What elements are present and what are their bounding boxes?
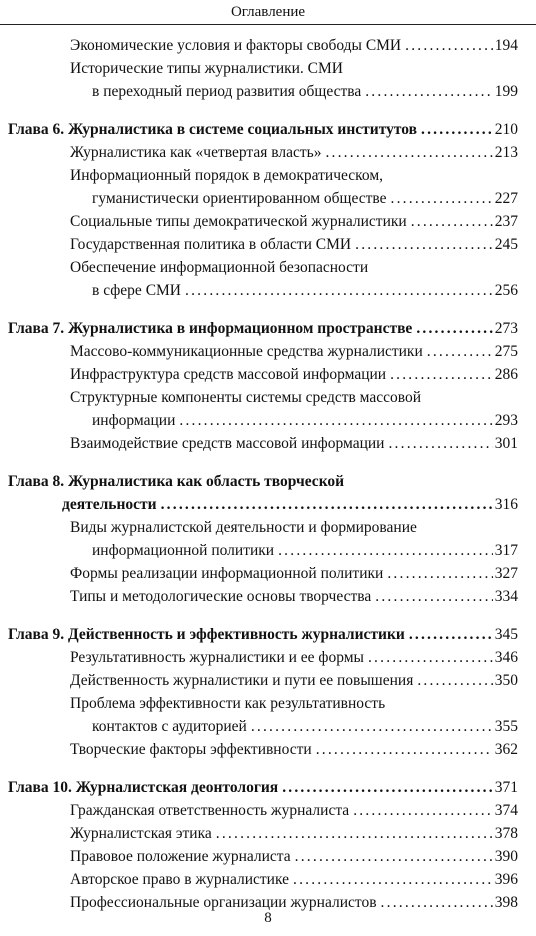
toc-section-entry[interactable]: [0, 210, 536, 233]
toc-entry-leader-line: [70, 868, 518, 891]
chapter-gap: [0, 302, 536, 317]
toc-page-number: 273: [494, 320, 518, 337]
toc-section-entry[interactable]: [0, 562, 536, 585]
dot-leader: [416, 317, 492, 340]
toc-entry-title: Государственная политика в области СМИ: [70, 236, 352, 253]
toc-entry-title: информации: [92, 412, 176, 429]
toc-entry-leader-line: [70, 738, 518, 761]
dot-leader: [161, 493, 493, 516]
dot-leader: [390, 363, 493, 386]
toc-section-entry[interactable]: [0, 845, 536, 868]
toc-section-entry[interactable]: [0, 516, 536, 562]
dot-leader: [375, 585, 492, 608]
toc-entry-title: Глава 9. Действенность и эффективность журналистики: [8, 626, 405, 643]
toc-chapter-entry[interactable]: [0, 118, 536, 141]
toc-page-number: 286: [494, 366, 518, 383]
toc-entry-leader-line: [70, 822, 518, 845]
toc-entry-leader-line: [70, 187, 518, 210]
toc-entry-title: Профессиональные организации журналистов: [70, 894, 377, 911]
toc-entry-text-line: Исторические типы журналистики. СМИ: [70, 60, 343, 77]
header-rule: [0, 24, 536, 25]
toc-section-entry[interactable]: [0, 585, 536, 608]
dot-leader: [417, 669, 492, 692]
toc-page-number: 327: [494, 565, 518, 582]
toc-chapter-entry[interactable]: [0, 776, 536, 799]
toc-section-entry[interactable]: [0, 799, 536, 822]
toc-section-entry[interactable]: [0, 256, 536, 302]
toc-chapter-entry[interactable]: [0, 317, 536, 340]
toc-entry-title: контактов с аудиторией: [92, 718, 247, 735]
page-number: 8: [264, 910, 272, 926]
toc-section-entry[interactable]: [0, 822, 536, 845]
dot-leader: [282, 776, 493, 799]
dot-leader: [353, 799, 493, 822]
toc-entry-leader-line: [70, 585, 518, 608]
toc-section-entry[interactable]: [0, 164, 536, 210]
dot-leader: [365, 80, 493, 103]
toc-entry-text-line: Структурные компоненты системы средств массовой: [70, 389, 422, 406]
toc-section-entry[interactable]: [0, 738, 536, 761]
toc-entry-title: Экономические условия и факторы свободы СМИ: [70, 37, 402, 54]
toc-page-number: 374: [494, 802, 518, 819]
dot-leader: [179, 409, 492, 432]
toc-entry-title: Результативность журналистики и ее формы: [70, 649, 364, 666]
toc-page-number: 350: [494, 672, 518, 689]
toc-page-number: 355: [494, 718, 518, 735]
toc-page-number: 293: [494, 412, 518, 429]
toc-entry-leader-line: [70, 233, 518, 256]
toc-page-number: 378: [494, 825, 518, 842]
chapter-gap: [0, 103, 536, 118]
toc-entry-leader-line: [8, 623, 518, 646]
dot-leader: [355, 233, 493, 256]
toc-entry-leader-line: [70, 279, 518, 302]
dot-leader: [293, 868, 493, 891]
toc-entry-title: Действенность журналистики и пути ее повышения: [70, 672, 414, 689]
dot-leader: [185, 279, 493, 302]
toc-page-number: 245: [494, 236, 518, 253]
toc-section-entry[interactable]: [0, 692, 536, 738]
toc-entry-leader-line: [70, 539, 518, 562]
toc-section-entry[interactable]: [0, 646, 536, 669]
toc-entry-leader-line: [70, 646, 518, 669]
toc-section-entry[interactable]: [0, 57, 536, 103]
toc-entry-title: Журналистская этика: [70, 825, 212, 842]
toc-entry-title: Социальные типы демократической журналистики: [70, 213, 407, 230]
dot-leader: [295, 845, 493, 868]
toc-page-number: 371: [494, 779, 518, 796]
chapter-gap: [0, 761, 536, 776]
table-of-contents: [0, 34, 536, 914]
toc-entry-leader-line: [70, 210, 518, 233]
toc-section-entry[interactable]: [0, 34, 536, 57]
dot-leader: [278, 539, 493, 562]
chapter-gap: [0, 455, 536, 470]
toc-page-number: 199: [494, 83, 518, 100]
toc-entry-title: информационной политики: [92, 542, 275, 559]
toc-entry-title: Журналистика как «четвертая власть»: [70, 144, 322, 161]
toc-entry-title: Типы и методологические основы творчества: [70, 588, 372, 605]
toc-page-number: 398: [494, 894, 518, 911]
toc-page-number: 396: [494, 871, 518, 888]
toc-entry-title: деятельности: [62, 496, 157, 513]
toc-entry-leader-line: [70, 669, 518, 692]
toc-section-entry[interactable]: [0, 363, 536, 386]
toc-entry-leader-line: [8, 776, 518, 799]
toc-section-entry[interactable]: [0, 868, 536, 891]
toc-section-entry[interactable]: [0, 141, 536, 164]
toc-entry-leader-line: [70, 715, 518, 738]
toc-entry-leader-line: [70, 409, 518, 432]
dot-leader: [216, 822, 493, 845]
toc-entry-text-line: Информационный порядок в демократическом,: [70, 167, 384, 184]
toc-page-number: 194: [494, 37, 518, 54]
dot-leader: [388, 432, 492, 455]
toc-entry-leader-line: [70, 363, 518, 386]
toc-entry-leader-line: [8, 317, 518, 340]
toc-page-number: 316: [494, 496, 518, 513]
toc-entry-title: Глава 10. Журналистская деонтология: [8, 779, 279, 796]
toc-page-number: 256: [494, 282, 518, 299]
toc-entry-text-line: Виды журналистской деятельности и формирование: [70, 519, 417, 536]
dot-leader: [325, 141, 492, 164]
running-header: Оглавление: [230, 4, 306, 20]
toc-entry-title: Глава 6. Журналистика в системе социальных институтов: [8, 121, 418, 138]
toc-entry-title: Инфраструктура средств массовой информации: [70, 366, 387, 383]
dot-leader: [391, 187, 493, 210]
dot-leader: [405, 34, 493, 57]
toc-section-entry[interactable]: [0, 233, 536, 256]
dot-leader: [387, 562, 492, 585]
toc-page-number: 301: [494, 435, 518, 452]
toc-section-entry[interactable]: [0, 340, 536, 363]
toc-entry-leader-line: [70, 34, 518, 57]
dot-leader: [316, 738, 493, 761]
toc-entry-leader-line: [70, 80, 518, 103]
toc-entry-leader-line: [8, 493, 518, 516]
toc-entry-leader-line: [70, 562, 518, 585]
toc-page-number: 210: [494, 121, 518, 138]
toc-entry-title: в переходный период развития общества: [92, 83, 362, 100]
toc-entry-title: гуманистически ориентированном обществе: [92, 190, 387, 207]
toc-entry-leader-line: [70, 340, 518, 363]
toc-section-entry[interactable]: [0, 432, 536, 455]
toc-page-number: 317: [494, 542, 518, 559]
toc-page-number: 334: [494, 588, 518, 605]
dot-leader: [411, 210, 493, 233]
toc-page-number: 362: [494, 741, 518, 758]
dot-leader: [421, 118, 493, 141]
chapter-gap: [0, 608, 536, 623]
toc-entry-text-line: Проблема эффективности как результативность: [70, 695, 386, 712]
toc-entry-title: Правовое положение журналиста: [70, 848, 291, 865]
toc-entry-title: Глава 7. Журналистика в информационном пространстве: [8, 320, 413, 337]
dot-leader: [368, 646, 493, 669]
toc-entry-title: в сфере СМИ: [92, 282, 182, 299]
toc-page-number: 345: [494, 626, 518, 643]
dot-leader: [251, 715, 493, 738]
toc-page-number: 346: [494, 649, 518, 666]
toc-page-number: 213: [494, 144, 518, 161]
toc-entry-title: Массово-коммуникационные средства журналистики: [70, 343, 423, 360]
toc-page-number: 227: [494, 190, 518, 207]
toc-entry-leader-line: [70, 432, 518, 455]
dot-leader: [427, 340, 493, 363]
toc-entry-title: Творческие факторы эффективности: [70, 741, 312, 758]
toc-chapter-entry[interactable]: [0, 470, 536, 516]
toc-page-number: 237: [494, 213, 518, 230]
dot-leader: [409, 623, 493, 646]
toc-entry-title: Формы реализации информационной политики: [70, 565, 384, 582]
toc-section-entry[interactable]: [0, 669, 536, 692]
toc-entry-title: Гражданская ответственность журналиста: [70, 802, 350, 819]
toc-entry-leader-line: [70, 845, 518, 868]
toc-entry-leader-line: [8, 118, 518, 141]
toc-page-number: 390: [494, 848, 518, 865]
toc-entry-leader-line: [70, 799, 518, 822]
toc-entry-text-line: Глава 8. Журналистика как область творческой: [8, 473, 345, 490]
toc-entry-title: Авторское право в журналистике: [70, 871, 289, 888]
toc-entry-text-line: Обеспечение информационной безопасности: [70, 259, 369, 276]
toc-entry-leader-line: [70, 141, 518, 164]
toc-entry-title: Взаимодействие средств массовой информации: [70, 435, 385, 452]
toc-chapter-entry[interactable]: [0, 623, 536, 646]
toc-page-number: 275: [494, 343, 518, 360]
toc-section-entry[interactable]: [0, 386, 536, 432]
